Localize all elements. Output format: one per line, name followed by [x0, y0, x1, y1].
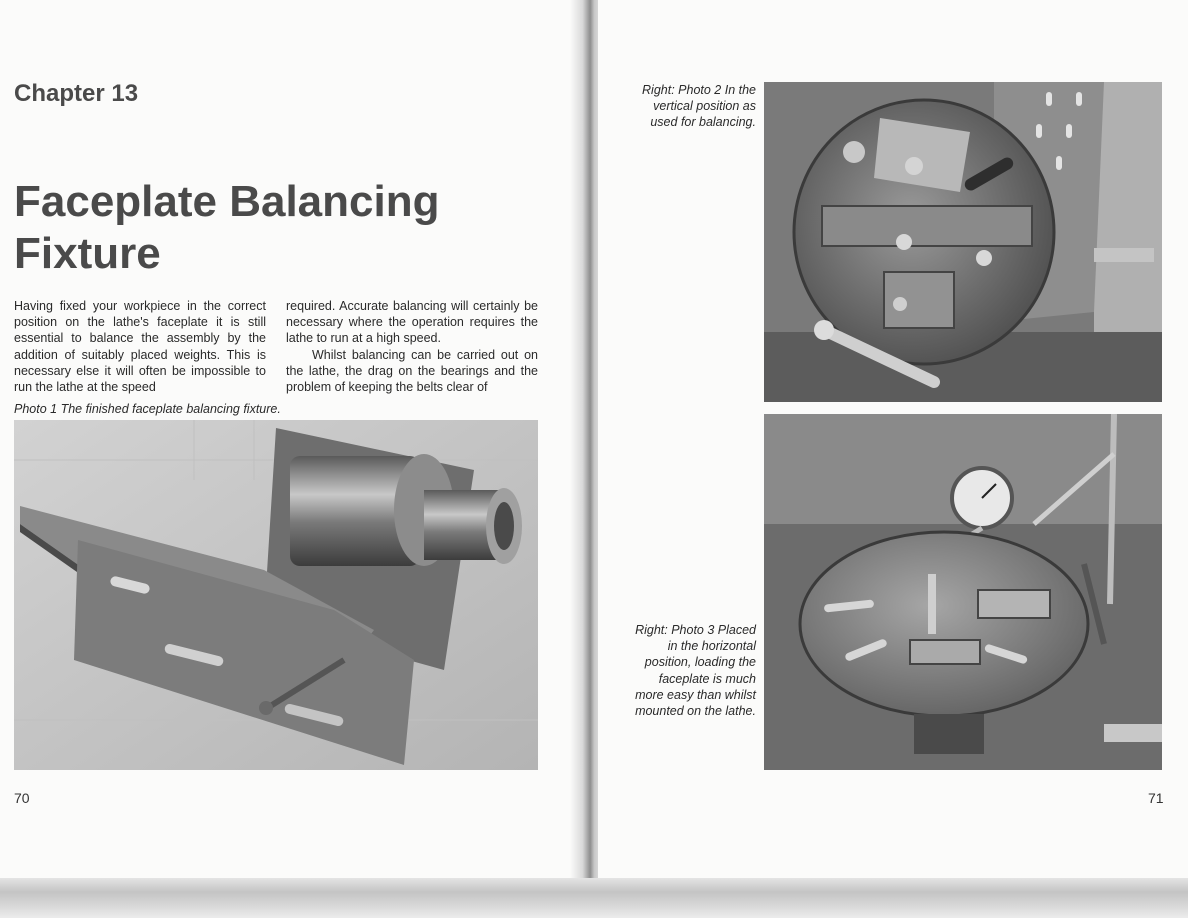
column-2-paragraph-1: required. Accurate balancing will certainly be necessary where the operation requires the lathe to run at a high speed.: [286, 299, 538, 346]
photo-2-caption: Right: Photo 2 In the vertical position as used for balancing.: [642, 83, 756, 130]
page-number-right: 71: [1148, 790, 1164, 806]
page-title: [14, 176, 534, 280]
photo-3-horizontal-position: [764, 414, 1162, 770]
photo-2-vertical-position: [764, 82, 1162, 402]
photo-1-balancing-fixture: [14, 420, 538, 770]
title-line-2: Fixture: [14, 229, 161, 278]
title-line-1: Faceplate Balancing: [14, 177, 440, 226]
column-1-paragraph: Having fixed your workpiece in the correct position on the lathe's faceplate it is still essential to balance the assembly by the addition of suitably placed weights. This is necessary else it will often be impossible to run the lathe at the speed: [14, 299, 266, 395]
body-column-1: [14, 298, 266, 395]
body-column-2: [286, 298, 538, 395]
left-page: [0, 0, 590, 880]
chapter-heading: Chapter 13: [14, 80, 139, 107]
photo-1-caption: Photo 1 The finished faceplate balancing fixture.: [14, 402, 281, 416]
photo-3-caption: Right: Photo 3 Placed in the horizontal position, loading the faceplate is much more easy than whilst mounted on the lathe.: [635, 623, 756, 719]
book-bottom-edge: [0, 878, 1188, 918]
page-number-left: 70: [14, 790, 30, 806]
right-page: [598, 0, 1188, 880]
column-2-paragraph-2: Whilst balancing can be carried out on the lathe, the drag on the bearings and the problem of keeping the belts clear of: [286, 347, 538, 395]
